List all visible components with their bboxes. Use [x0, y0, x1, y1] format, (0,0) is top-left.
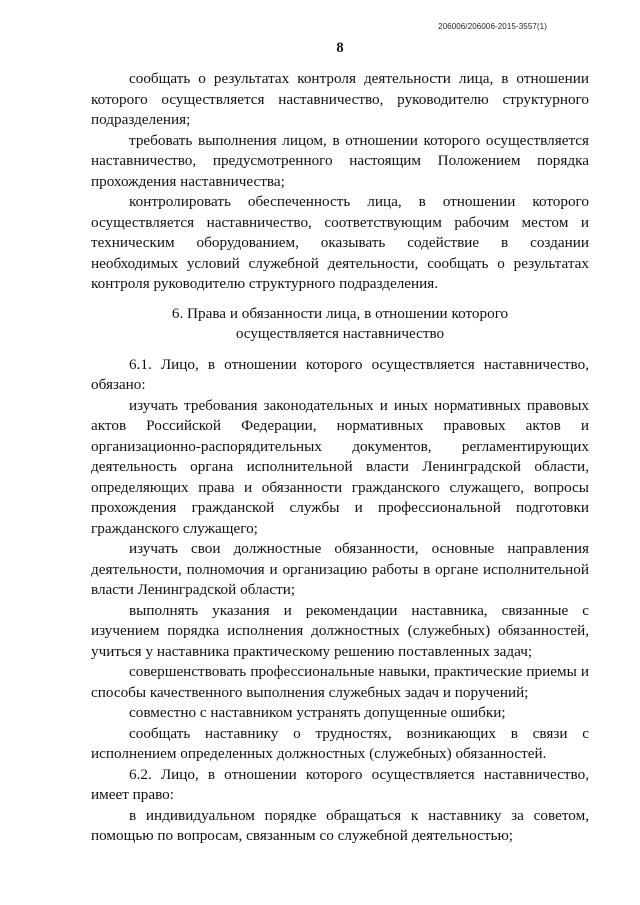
paragraph: сообщать наставнику о трудностях, возникающих в связи с исполнением определенных должностных (служебных) обязанностей. — [91, 724, 589, 762]
document-id: 206006/206006-2015-3557(1) — [438, 22, 547, 31]
paragraph: 6.1. Лицо, в отношении которого осуществляется наставничество, обязано: — [91, 355, 589, 393]
paragraph: требовать выполнения лицом, в отношении которого осуществляется наставничество, предусмотренного настоящим Положением порядка прохождения наставничества; — [91, 131, 589, 190]
document-body — [91, 69, 589, 847]
paragraph: в индивидуальном порядке обращаться к наставнику за советом, помощью по вопросам, связанным со служебной деятельностью; — [91, 806, 589, 844]
paragraph: сообщать о результатах контроля деятельности лица, в отношении которого осуществляется наставничество, руководителю структурного подразделения; — [91, 70, 589, 128]
paragraph: совместно с наставником устранять допущенные ошибки; — [129, 704, 506, 721]
paragraph: совершенствовать профессиональные навыки, практические приемы и способы качественного выполнения служебных задач и поручений; — [91, 663, 589, 701]
section-heading-line: 6. Права и обязанности лица, в отношении которого — [171, 304, 509, 322]
paragraph: выполнять указания и рекомендации наставника, связанные с изучением порядка исполнения должностных (служебных) обязанностей, учиться у наставника практическому решению поставленных задач; — [91, 601, 589, 660]
section-heading-line: осуществляется наставничество — [235, 325, 445, 342]
page-number: 8 — [336, 40, 344, 56]
paragraph: изучать свои должностные обязанности, основные направления деятельности, полномочия и организацию работы в органе исполнительной власти Ленинградской области; — [91, 540, 589, 598]
section-heading — [91, 304, 589, 345]
paragraph: 6.2. Лицо, в отношении которого осуществляется наставничество, имеет право: — [91, 765, 589, 803]
paragraph: контролировать обеспеченность лица, в отношении которого осуществляется наставничество, соответствующим рабочим местом и техническим оборудованием, оказывать содействие в создании необходимых условий служебной деятельности, сообщать о результатах контроля руководителю структурного подразделения. — [91, 193, 589, 292]
paragraph: изучать требования законодательных и иных нормативных правовых актов Российской Федерации, нормативных правовых актов и организационно-распорядительных документов, регламентирующих деятельность органа исполнительной власти Ленинградской области, определяющих права и обязанности гражданского служащего, вопросы прохождения гражданской службы и профессиональной подготовки гражданского служащего; — [91, 396, 589, 537]
